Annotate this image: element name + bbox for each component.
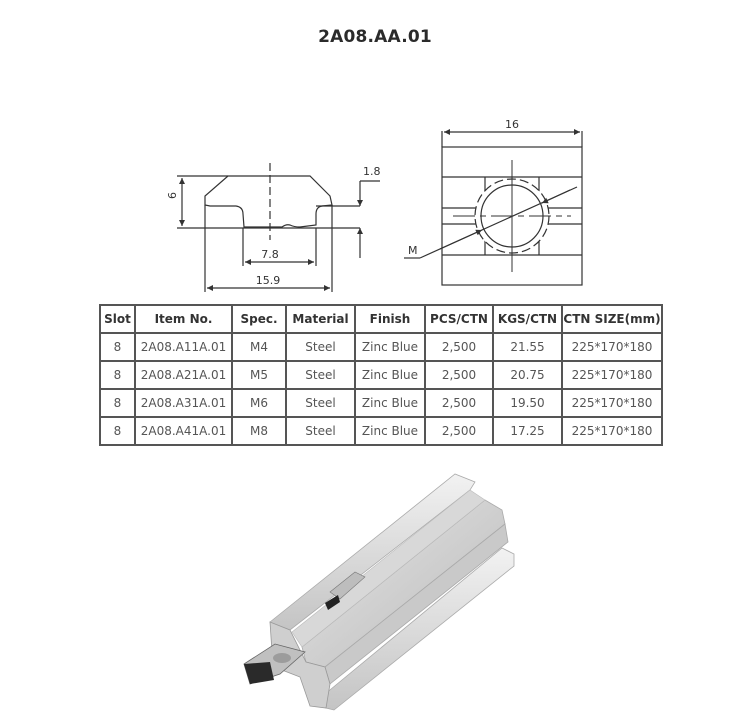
cell-spec: M8 [232, 417, 286, 445]
dim-outer-width: 15.9 [255, 274, 281, 287]
cell-ctn-size: 225*170*180 [562, 417, 662, 445]
t-nut-profile-drawing [177, 163, 380, 292]
header-item-no: Item No. [135, 305, 232, 333]
cell-finish: Zinc Blue [355, 333, 425, 361]
header-slot: Slot [100, 305, 135, 333]
dim-lip: 1.8 [363, 165, 381, 178]
table-row [100, 389, 662, 417]
dim-height: 6 [166, 192, 179, 199]
technical-drawing [0, 0, 750, 300]
cell-material: Steel [286, 417, 355, 445]
cell-finish: Zinc Blue [355, 417, 425, 445]
cell-pcs-ctn: 2,500 [425, 333, 493, 361]
cell-pcs-ctn: 2,500 [425, 361, 493, 389]
header-material: Material [286, 305, 355, 333]
cell-slot: 8 [100, 389, 135, 417]
cell-kgs-ctn: 20.75 [493, 361, 562, 389]
cell-kgs-ctn: 21.55 [493, 333, 562, 361]
spec-table [99, 304, 663, 446]
cell-material: Steel [286, 389, 355, 417]
cell-ctn-size: 225*170*180 [562, 333, 662, 361]
header-ctn-size: CTN SIZE(mm) [562, 305, 662, 333]
table-header-row [100, 305, 662, 333]
table-row [100, 333, 662, 361]
cell-material: Steel [286, 333, 355, 361]
product-image [230, 462, 530, 722]
table-row [100, 361, 662, 389]
dim-inner-width: 7.8 [261, 248, 279, 261]
cell-finish: Zinc Blue [355, 389, 425, 417]
header-kgs-ctn: KGS/CTN [493, 305, 562, 333]
cell-ctn-size: 225*170*180 [562, 361, 662, 389]
header-finish: Finish [355, 305, 425, 333]
cell-spec: M4 [232, 333, 286, 361]
cell-pcs-ctn: 2,500 [425, 389, 493, 417]
cell-slot: 8 [100, 417, 135, 445]
cell-slot: 8 [100, 333, 135, 361]
dim-width: 16 [505, 118, 519, 131]
cell-spec: M6 [232, 389, 286, 417]
thread-label: M [408, 244, 418, 257]
t-nut-top-drawing [404, 131, 582, 285]
cell-item-no: 2A08.A31A.01 [135, 389, 232, 417]
cell-ctn-size: 225*170*180 [562, 389, 662, 417]
cell-finish: Zinc Blue [355, 361, 425, 389]
cell-kgs-ctn: 17.25 [493, 417, 562, 445]
cell-item-no: 2A08.A21A.01 [135, 361, 232, 389]
page-title: 2A08.AA.01 [318, 27, 432, 47]
cell-item-no: 2A08.A11A.01 [135, 333, 232, 361]
cell-kgs-ctn: 19.50 [493, 389, 562, 417]
cell-item-no: 2A08.A41A.01 [135, 417, 232, 445]
cell-material: Steel [286, 361, 355, 389]
header-spec: Spec. [232, 305, 286, 333]
cell-slot: 8 [100, 361, 135, 389]
table-row [100, 417, 662, 445]
header-pcs-ctn: PCS/CTN [425, 305, 493, 333]
cell-spec: M5 [232, 361, 286, 389]
cell-pcs-ctn: 2,500 [425, 417, 493, 445]
